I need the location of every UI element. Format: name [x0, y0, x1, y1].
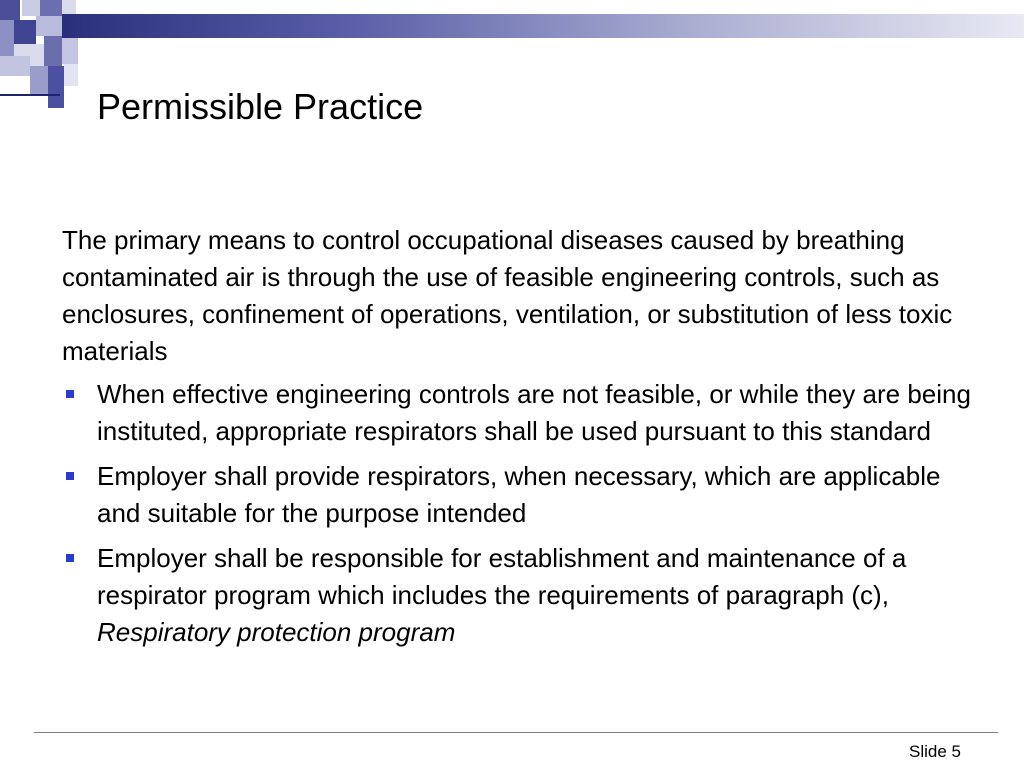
title-accent-line: [0, 94, 60, 96]
bullet-italic-text: Respiratory protection program: [97, 617, 456, 647]
bullet-item: [62, 540, 972, 651]
mosaic-square: [0, 0, 20, 20]
slide-number: [909, 742, 961, 762]
bullet-text: When effective engineering controls are not feasible, or while they are being instituted, appropriate respirators shall be used pursuant to this standard: [97, 379, 971, 446]
slide-number-value: 5: [951, 742, 961, 761]
mosaic-square: [0, 20, 14, 56]
mosaic-square: [48, 66, 64, 108]
mosaic-square: [44, 36, 62, 66]
mosaic-square: [30, 66, 48, 94]
square-bullet-icon: [66, 472, 74, 480]
bullet-text: Employer shall provide respirators, when necessary, which are applicable and suitable for the purpose intended: [97, 461, 941, 528]
mosaic-square: [36, 16, 62, 36]
slide-title: Permissible Practice: [97, 86, 424, 127]
mosaic-square: [14, 20, 36, 44]
mosaic-square: [40, 0, 62, 16]
bullet-text: Employer shall be responsible for establishment and maintenance of a respirator program which includes the requirements of paragraph (c),: [97, 543, 907, 610]
square-bullet-icon: [66, 390, 74, 398]
mosaic-square: [62, 0, 76, 14]
bullet-list: [62, 376, 972, 651]
footer-rule: [34, 732, 998, 733]
mosaic-square: [22, 0, 40, 16]
bullet-item: [62, 458, 972, 532]
mosaic-square: [62, 38, 78, 64]
mosaic-square: [0, 56, 30, 76]
bullet-item: [62, 376, 972, 450]
slide-number-label: Slide: [908, 742, 947, 761]
slide-body: [62, 222, 972, 659]
square-bullet-icon: [66, 554, 74, 562]
header-gradient-band: [62, 14, 1024, 38]
mosaic-square: [64, 64, 78, 86]
intro-paragraph: The primary means to control occupational diseases caused by breathing contaminated air is through the use of feasible engineering controls, such as enclosures, confinement of operations, ventilation, or substitution of less toxic materials: [62, 225, 953, 366]
